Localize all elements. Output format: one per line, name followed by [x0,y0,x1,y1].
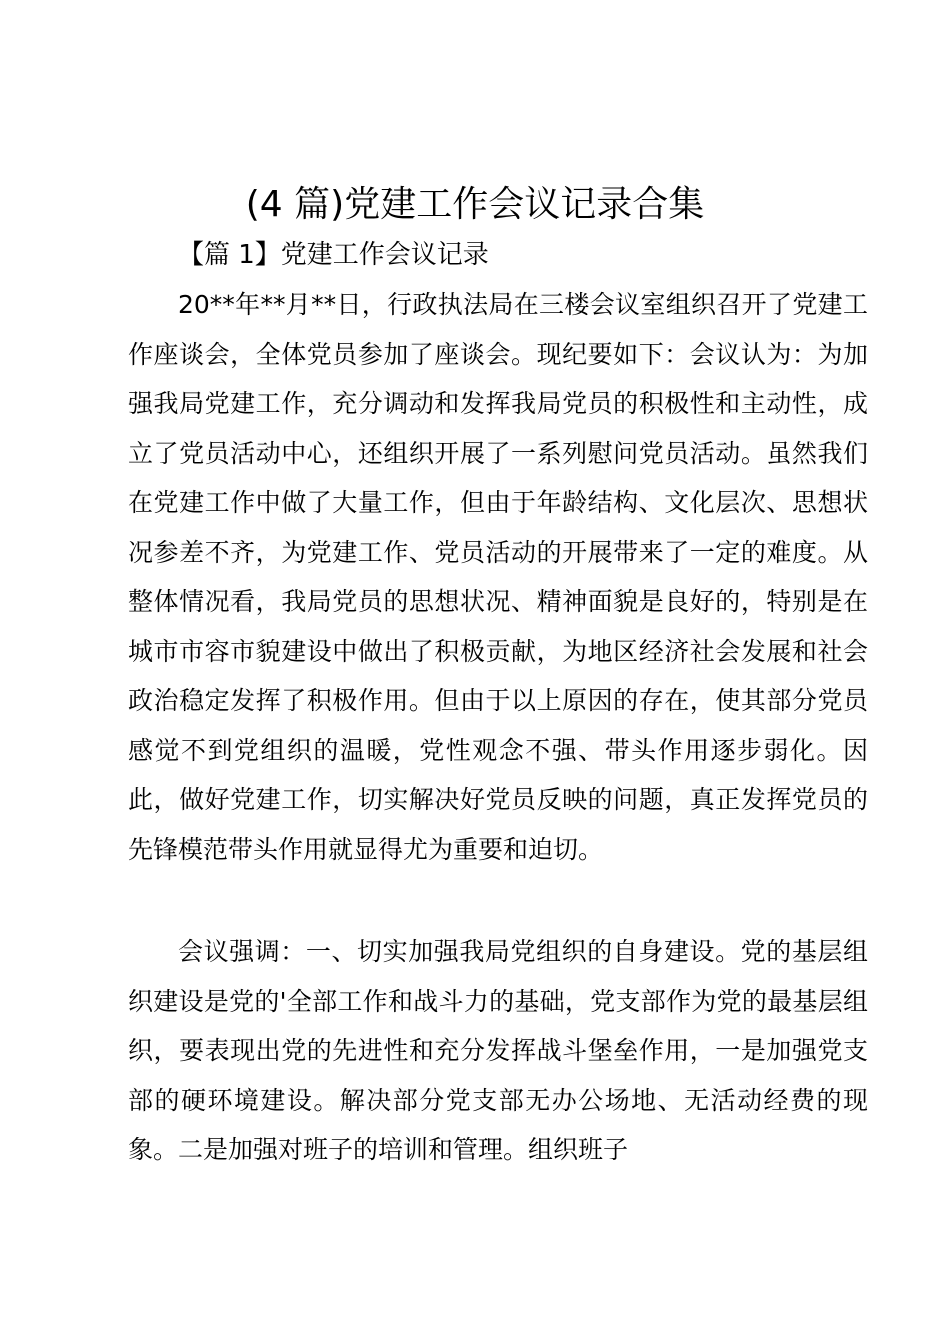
document-title: (4 篇)党建工作会议记录合集 [245,184,705,225]
body-paragraph-2: 会议强调：一、切实加强我局党组织的自身建设。党的基层组织建设是党的'全部工作和战斗力的基础，党支部作为党的最基层组织，要表现出党的先进性和充分发挥战斗堡垒作用，一是加强党支部的硬环境建设。解决部分党支部无办公场地、无活动经费的现象。二是加强对班子的培训和管理。组织班子 [128,937,868,1164]
section-heading: 【篇 1】党建工作会议记录 [178,240,489,270]
body-paragraph-1: 20**年**月**日，行政执法局在三楼会议室组织召开了党建工作座谈会，全体党员参加了座谈会。现纪要如下：会议认为：为加强我局党建工作，充分调动和发挥我局党员的积极性和主动性，成立了党员活动中心，还组织开展了一系列慰问党员活动。虽然我们在党建工作中做了大量工作，但由于年龄结构、文化层次、思想状况参差不齐，为党建工作、党员活动的开展带来了一定的难度。从整体情况看，我局党员的思想状况、精神面貌是良好的，特别是在城市市容市貌建设中做出了积极贡献，为地区经济社会发展和社会政治稳定发挥了积极作用。但由于以上原因的存在，使其部分党员感觉不到党组织的温暖，党性观念不强、带头作用逐步弱化。因此，做好党建工作，切实解决好党员反映的问题，真正发挥党员的先锋模范带头作用就显得尤为重要和迫切。 [128,290,868,864]
